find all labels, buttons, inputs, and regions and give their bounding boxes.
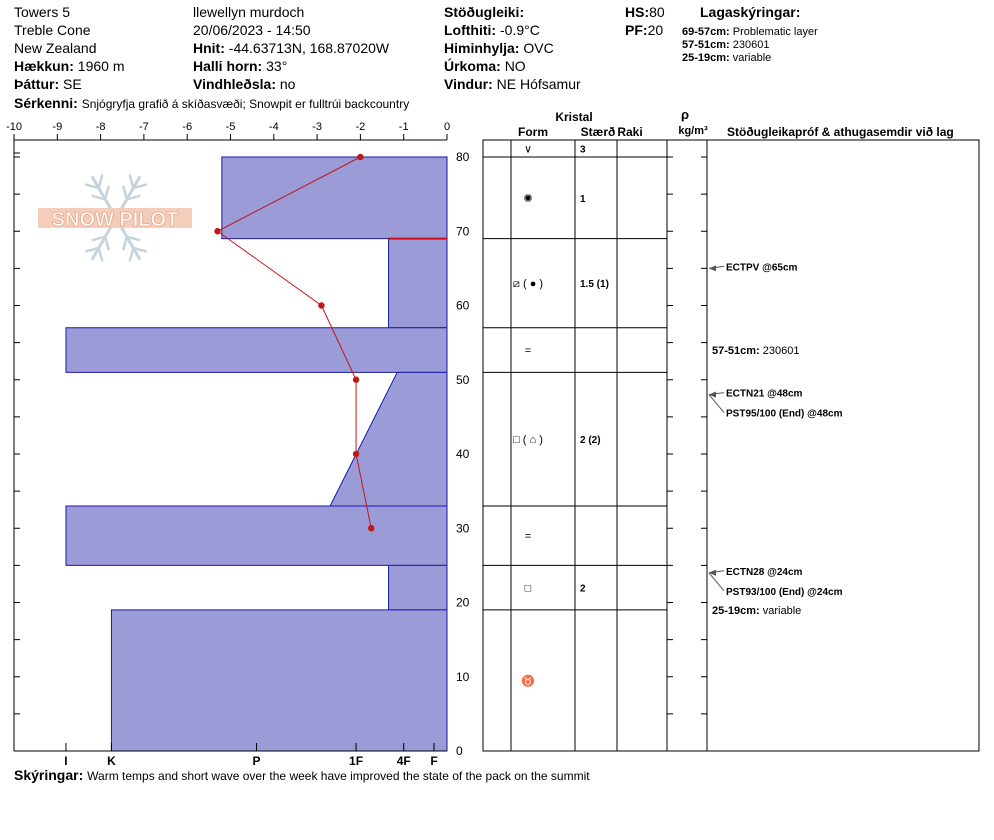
slope: Halli horn: 33°: [193, 58, 288, 74]
legend-range: 25-19cm:: [682, 52, 730, 64]
hardness-tick-label: 4F: [396, 754, 411, 768]
stability-test: ECTPV @65cm: [726, 262, 798, 274]
stability-test: PST95/100 (End) @48cm: [726, 408, 843, 420]
snowflake-branch: [105, 186, 109, 200]
elevation: Hækkun: 1960 m: [14, 58, 125, 74]
legend-text: 230601: [729, 39, 770, 51]
layer-note-text: 230601: [762, 345, 800, 358]
temp-tick-label: -9: [52, 121, 63, 133]
moisture-header: Raki: [617, 125, 643, 139]
hardness-tick-label: P: [252, 754, 261, 768]
crystal-header: Kristal: [555, 110, 593, 124]
temperature-point: [318, 302, 324, 308]
location: Towers 5: [14, 4, 71, 20]
snowflake-branch: [123, 186, 127, 200]
grain-size: 3: [580, 144, 586, 156]
temperature-point: [357, 154, 363, 160]
stability-test: ECTN28 @24cm: [726, 566, 803, 578]
coordinates: Hnit: -44.63713N, 168.87020W: [193, 40, 390, 56]
country: New Zealand: [14, 40, 97, 56]
hardness-tick-label: I: [64, 754, 68, 768]
snowflake-branch: [123, 237, 127, 251]
temperature-point: [368, 525, 374, 531]
temperature-point: [353, 451, 359, 457]
sky: Himinhylja: OVC: [444, 40, 554, 56]
test-arrowhead: [709, 392, 716, 398]
grain-form: =: [524, 530, 532, 543]
legend-range: 57-51cm:: [682, 39, 730, 51]
temp-tick-label: -10: [6, 121, 22, 133]
height-tick-label: 60: [456, 298, 470, 313]
grain-form: ∨: [523, 143, 533, 156]
layer-note-range: 25-19cm:: [712, 604, 763, 617]
snowflake-branch: [99, 175, 103, 189]
comments: Skýringar: Warm temps and short wave over the week have improved the state of the pack on the summit: [14, 767, 590, 783]
grain-form: □ ( ⌂ ): [513, 434, 543, 447]
layer-note-range: 57-51cm:: [712, 345, 763, 358]
crystal-table-frame: [483, 140, 979, 751]
snowpilot-logo: [38, 175, 192, 262]
tests-header: Stöðugleikapróf & athugasemdir við lag: [727, 125, 954, 139]
logo-text: SNOW PILOT: [51, 209, 179, 231]
stability-test: PST93/100 (End) @24cm: [726, 586, 843, 598]
test-arrowhead: [709, 570, 716, 576]
grain-form: ♉: [521, 675, 535, 688]
temp-tick-label: -1: [398, 121, 409, 133]
hs: HS:80: [625, 4, 665, 20]
stability-test: ECTN21 @48cm: [726, 388, 803, 400]
form-header: Form: [518, 125, 548, 139]
snowflake-branch: [130, 175, 134, 189]
pf: PF:20: [625, 22, 664, 38]
hardness-tick-label: F: [430, 754, 438, 768]
observer: llewellyn murdoch: [193, 4, 305, 20]
aspect: Þáttur: SE: [14, 76, 82, 92]
temp-tick-label: -5: [225, 121, 236, 133]
height-tick-label: 70: [456, 224, 470, 239]
precipitation: Úrkoma: NO: [444, 58, 526, 74]
wind-loading: Vindhleðsla: no: [193, 76, 296, 92]
layer-note-text: variable: [762, 604, 802, 617]
temp-tick-label: -3: [312, 121, 322, 133]
test-arrow: [709, 395, 724, 413]
legend-range: 69-57cm:: [682, 26, 730, 38]
height-tick-label: 50: [456, 372, 470, 387]
hardness-layer: [330, 372, 447, 506]
grain-size: 1: [580, 193, 586, 205]
temp-tick-label: -7: [139, 121, 149, 133]
hardness-tick-label: K: [107, 754, 116, 768]
height-tick-label: 10: [456, 669, 470, 684]
rho-header: ρ: [680, 107, 690, 122]
height-tick-label: 0: [456, 744, 463, 758]
grain-form: □: [524, 582, 532, 595]
temp-tick-label: -4: [268, 121, 279, 133]
features: Sérkenni: Snjógryfja grafið á skíðasvæði; Snowpit er fulltrúi backcountry: [14, 95, 410, 111]
snowflake-branch: [105, 237, 109, 251]
hardness-tick-label: 1F: [349, 754, 364, 768]
legend-text: Problematic layer: [729, 26, 818, 38]
snowflake-branch: [99, 248, 103, 262]
snowflake-branch: [130, 248, 134, 262]
temperature-point: [353, 377, 359, 383]
stability-label: Stöðugleiki:: [444, 4, 525, 20]
temp-tick-label: 0: [443, 121, 451, 133]
layer-note: [712, 345, 799, 357]
height-tick-label: 80: [456, 150, 470, 164]
test-arrow: [709, 573, 724, 591]
height-tick-label: 20: [456, 595, 470, 610]
grain-size: 2 (2): [580, 435, 601, 447]
hardness-layer: [222, 157, 447, 239]
grain-form: ✺: [523, 192, 533, 205]
layer-note: [712, 605, 801, 617]
hardness-layer: [389, 565, 447, 610]
hardness-layer: [66, 506, 447, 565]
temp-tick-label: -6: [182, 121, 193, 133]
height-tick-label: 40: [456, 447, 470, 461]
datetime: 20/06/2023 - 14:50: [193, 22, 311, 38]
hardness-layer: [66, 328, 447, 373]
temperature-point: [214, 228, 220, 234]
test-arrowhead: [709, 265, 716, 271]
air-temp: Lofthiti: -0.9°C: [444, 22, 540, 38]
grain-form: =: [524, 345, 532, 358]
wind: Vindur: NE Hófsamur: [444, 76, 581, 92]
grain-size: 2: [580, 583, 586, 595]
grain-size: 1.5 (1): [580, 279, 609, 291]
hardness-layer: [111, 610, 447, 751]
area: Treble Cone: [14, 22, 91, 38]
hardness-layer: [389, 239, 447, 328]
temp-tick-label: -2: [355, 121, 366, 133]
legend-title: Lagaskýringar:: [700, 4, 801, 20]
grain-form: ⧄ ( ● ): [512, 278, 544, 291]
temp-tick-label: -8: [95, 121, 106, 133]
density-header: kg/m³: [678, 125, 708, 137]
size-header: Stærð: [580, 125, 616, 139]
height-tick-label: 30: [456, 521, 470, 536]
legend-text: variable: [729, 52, 772, 64]
